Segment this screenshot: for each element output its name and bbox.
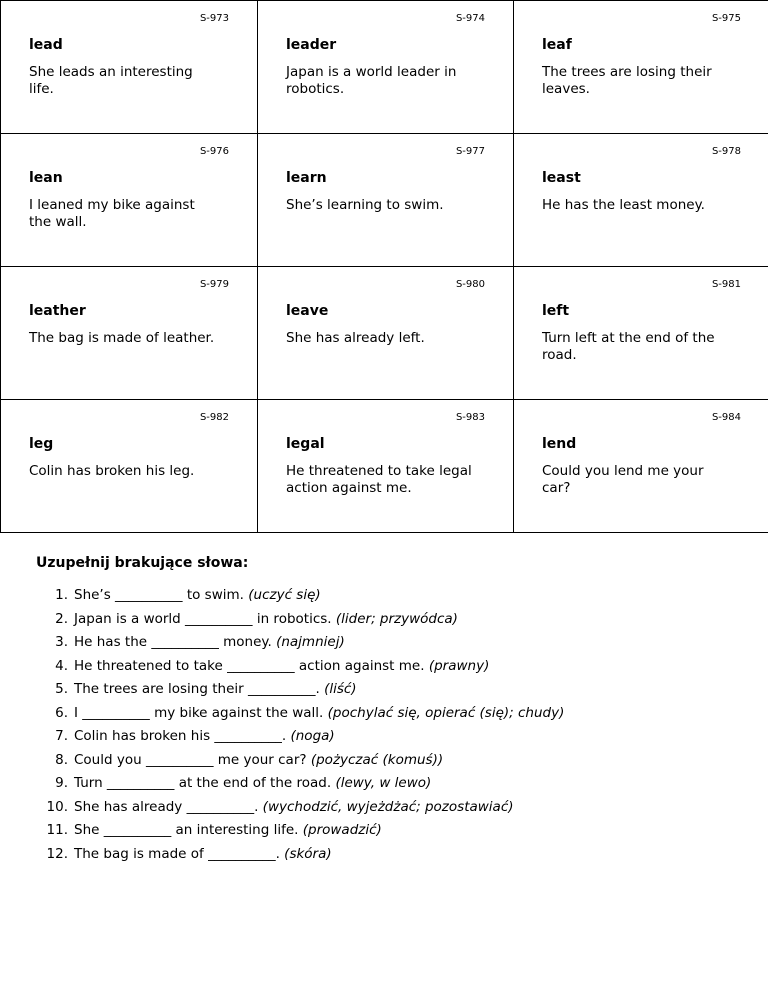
item-sentence: He threatened to take __________ action against me.: [74, 657, 425, 674]
flashcard: [258, 1, 514, 134]
card-word: leave: [286, 303, 329, 319]
card-example: Could you lend me your car?: [542, 463, 704, 496]
item-hint: (lewy, w lewo): [335, 775, 432, 791]
exercise-item: [36, 752, 756, 776]
item-sentence: Could you __________ me your car?: [74, 751, 307, 768]
item-hint: (prawny): [428, 657, 490, 674]
item-number: 9.: [55, 775, 68, 791]
item-sentence: He has the __________ money.: [74, 634, 272, 650]
card-example: She leads an interesting life.: [29, 64, 193, 97]
item-number: 12.: [46, 845, 68, 862]
exercise-item: [36, 658, 756, 682]
card-code: S-978: [711, 146, 741, 157]
item-sentence: She’s __________ to swim.: [74, 587, 244, 603]
item-hint: (najmniej): [276, 634, 345, 650]
card-word: least: [542, 170, 581, 186]
card-code: S-973: [199, 13, 229, 24]
exercise-title: Uzupełnij brakujące słowa:: [36, 555, 249, 571]
card-example: He has the least money.: [542, 197, 705, 213]
exercise-item: [36, 822, 756, 846]
card-word: legal: [286, 436, 325, 452]
card-code: S-979: [199, 279, 229, 290]
card-code: S-977: [455, 146, 485, 157]
item-sentence: Japan is a world __________ in robotics.: [74, 610, 332, 627]
flashcard: [258, 267, 514, 400]
item-number: 8.: [55, 751, 68, 768]
item-number: 10.: [46, 798, 68, 815]
exercise-item: [36, 799, 756, 823]
card-word: leather: [29, 303, 86, 319]
item-sentence: Turn __________ at the end of the road.: [74, 775, 332, 791]
item-sentence: Colin has broken his __________.: [74, 728, 287, 744]
flashcard: [514, 134, 768, 267]
exercise-list: [36, 587, 756, 869]
item-number: 11.: [46, 822, 68, 838]
card-example: Turn left at the end of the road.: [542, 330, 715, 363]
card-example: Colin has broken his leg.: [29, 463, 195, 479]
item-hint: (pochylać się, opierać (się); chudy): [327, 704, 565, 721]
card-word: learn: [286, 170, 327, 186]
card-example: The trees are losing their leaves.: [542, 64, 712, 97]
card-code: S-980: [455, 279, 485, 290]
item-sentence: She has already __________.: [74, 798, 259, 815]
flashcard: [514, 267, 768, 400]
flashcard: [258, 134, 514, 267]
card-word: lead: [29, 37, 63, 53]
item-number: 1.: [55, 587, 68, 603]
item-number: 3.: [55, 634, 68, 650]
exercise-item: [36, 705, 756, 729]
card-code: S-976: [199, 146, 229, 157]
flashcard: [1, 267, 258, 400]
card-code: S-981: [711, 279, 741, 290]
card-code: S-975: [711, 13, 741, 24]
card-word: leader: [286, 37, 337, 53]
item-number: 4.: [55, 657, 68, 674]
flashcard: [1, 134, 258, 267]
card-code: S-974: [455, 13, 485, 24]
exercise-item: [36, 611, 756, 635]
exercise-item: [36, 681, 756, 705]
item-sentence: The trees are losing their __________.: [74, 681, 320, 697]
exercise-item: [36, 634, 756, 658]
card-example: She has already left.: [286, 330, 425, 346]
flashcard: [1, 1, 258, 134]
card-example: She’s learning to swim.: [286, 197, 444, 213]
card-code: S-982: [199, 412, 229, 423]
flashcard: [514, 400, 768, 533]
flashcard: [514, 1, 768, 134]
item-number: 6.: [55, 704, 68, 721]
card-word: leaf: [542, 37, 572, 53]
card-word: leg: [29, 436, 54, 452]
card-code: S-983: [455, 412, 485, 423]
exercise-item: [36, 728, 756, 752]
card-word: lend: [542, 436, 577, 452]
card-example: The bag is made of leather.: [29, 330, 215, 346]
item-sentence: I __________ my bike against the wall.: [74, 704, 324, 721]
card-word: lean: [29, 170, 63, 186]
exercise-item: [36, 587, 756, 611]
exercise-item: [36, 846, 756, 870]
item-sentence: She __________ an interesting life.: [74, 822, 299, 838]
item-hint: (pożyczać (komuś)): [310, 751, 444, 768]
card-example: He threatened to take legal action against me.: [286, 463, 472, 496]
card-example: Japan is a world leader in robotics.: [286, 64, 457, 97]
item-number: 7.: [55, 728, 68, 744]
item-hint: (liść): [324, 681, 357, 697]
card-example: I leaned my bike against the wall.: [29, 197, 195, 230]
item-number: 5.: [55, 681, 68, 697]
item-hint: (uczyć się): [248, 587, 321, 603]
exercise-item: [36, 775, 756, 799]
item-hint: (lider; przywódca): [335, 610, 458, 627]
item-number: 2.: [55, 610, 68, 627]
item-hint: (wychodzić, wyjeżdżać; pozostawiać): [262, 798, 514, 815]
card-word: left: [542, 303, 570, 319]
item-hint: (skóra): [284, 845, 332, 862]
item-sentence: The bag is made of __________.: [74, 845, 280, 862]
flashcard: [1, 400, 258, 533]
card-code: S-984: [711, 412, 741, 423]
flashcard: [258, 400, 514, 533]
item-hint: (prowadzić): [302, 822, 382, 838]
exercise-section: [36, 555, 756, 869]
item-hint: (noga): [290, 728, 335, 744]
